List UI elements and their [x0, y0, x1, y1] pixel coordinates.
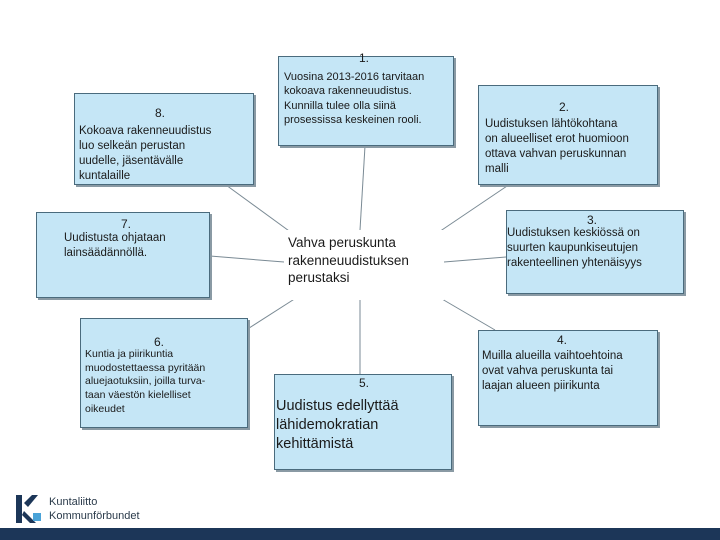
box-2-text: Uudistuksen lähtökohtana on alueelliset erot huomioon ottava vahvan peruskunnan malli: [485, 118, 629, 175]
center-box: [284, 230, 444, 300]
box-8: [74, 93, 254, 185]
connector-to-box-6: [246, 298, 296, 330]
logo-line-1: Kuntaliitto: [49, 496, 98, 508]
connector-to-box-7: [210, 256, 284, 262]
box-7-text: Uudistusta ohjataan lainsäädännöllä.: [64, 232, 166, 259]
box-2-number: 2.: [559, 100, 570, 114]
connector-to-box-8: [226, 185, 296, 236]
box-1: [278, 51, 454, 146]
logo-line-2: Kommunförbundet: [49, 510, 140, 522]
kuntaliitto-logo: [14, 493, 154, 525]
box-5: [274, 374, 452, 470]
box-8-text: Kokoava rakenneuudistus luo selkeän perustan uudelle, jäsentävälle kuntalaille: [79, 125, 212, 182]
page-number: 2: [665, 518, 671, 529]
box-4: [478, 330, 658, 426]
box-6-text: Kuntia ja piirikuntia muodostettaessa pyritään aluejaotuksiin, joilla turva- taan väestön kielelliset oikeudet: [85, 348, 206, 415]
box-3-text: Uudistuksen keskiössä on suurten kaupunkiseutujen rakenteellinen yhtenäisyys: [507, 227, 642, 269]
box-5-number: 5.: [359, 376, 370, 390]
box-1-text: Vuosina 2013-2016 tarvitaan kokoava rakenneuudistus. Kunnilla tulee olla siinä prosessissa keskeinen rooli.: [284, 71, 425, 126]
center-text: Vahva peruskunta rakenneuudistuksen perustaksi: [288, 235, 409, 286]
box-4-text: Muilla alueilla vaihtoehtoina ovat vahva peruskunta tai laajan alueen piirikunta: [482, 350, 623, 392]
box-6: [80, 318, 248, 428]
box-3: [506, 210, 684, 294]
box-6-number: 6.: [154, 335, 165, 349]
box-2: [478, 85, 658, 185]
box-3-number: 3.: [587, 213, 598, 227]
box-4-number: 4.: [557, 333, 568, 347]
box-5-text: Uudistus edellyttää lähidemokratian kehittämistä: [276, 398, 399, 452]
box-7-number: 7.: [121, 217, 132, 231]
box-7: [36, 212, 210, 298]
connector-to-box-1: [360, 146, 365, 230]
box-8-number: 8.: [155, 106, 166, 120]
kuntaliitto-logo-icon: [14, 493, 44, 525]
box-1-number: 1.: [359, 51, 370, 65]
footer-bar: [0, 528, 720, 540]
connector-to-box-3: [444, 257, 506, 262]
